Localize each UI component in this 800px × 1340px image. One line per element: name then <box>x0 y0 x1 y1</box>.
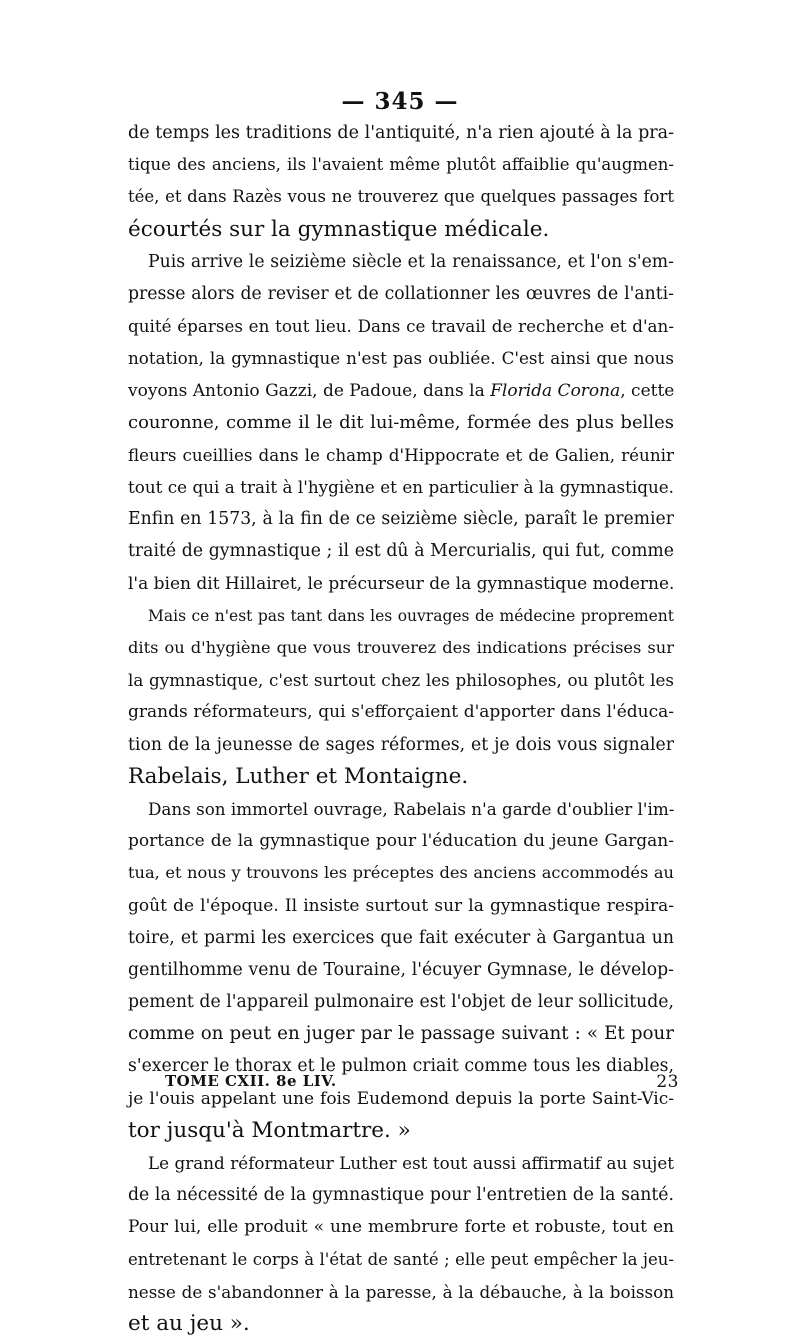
text-line: presse alors de reviser et de collationner les œuvres de l'anti- <box>128 283 674 304</box>
text-line: Enfin en 1573, à la fin de ce seizième siècle, paraît le premier <box>128 509 674 530</box>
text-line: grands réformateurs, qui s'efforçaient d'apporter dans l'éduca- <box>128 702 674 723</box>
text-line: voyons Antonio Gazzi, de Padoue, dans la Florida Corona, cette <box>128 380 675 401</box>
text-line: goût de l'époque. Il insiste surtout sur la gymnastique respira- <box>128 895 674 916</box>
text-line: tion de la jeunesse de sages réformes, et je dois vous signaler <box>128 734 674 755</box>
text-line: comme on peut en juger par le passage suivant : « Et pour <box>128 1023 674 1045</box>
text-line: je l'ouis appelant une fois Eudemond depuis la porte Saint-Vic- <box>128 1088 674 1109</box>
text-line: Puis arrive le seizième siècle et la renaissance, et l'on s'em- <box>148 251 674 272</box>
text-line: tique des anciens, ils l'avaient même plutôt affaiblie qu'augmen- <box>128 155 674 175</box>
text-line: Mais ce n'est pas tant dans les ouvrages de médecine proprement <box>148 606 674 625</box>
text-line: entretenant le corps à l'état de santé ; elle peut empêcher la jeu- <box>128 1249 674 1269</box>
text-line: dits ou d'hygiène que vous trouverez des indications précises sur <box>128 638 674 657</box>
page-number: — 345 — <box>341 88 459 115</box>
text-line: la gymnastique, c'est surtout chez les philosophes, ou plutôt les <box>128 670 674 691</box>
text-line: quité éparses en tout lieu. Dans ce travail de recherche et d'an- <box>128 316 674 337</box>
text-line: gentilhomme venu de Touraine, l'écuyer Gymnase, le dévelop- <box>128 959 674 980</box>
text-line: traité de gymnastique ; il est dû à Mercurialis, qui fut, comme <box>128 541 674 562</box>
text-line: fleurs cueillies dans le champ d'Hippocrate et de Galien, réunir <box>128 444 674 465</box>
text-line: s'exercer le thorax et le pulmon criait comme tous les diables, <box>128 1056 674 1077</box>
text-line: tout ce qui a trait à l'hygiène et en particulier à la gymnastique. <box>128 477 674 498</box>
book-title-italic: Florida Corona <box>490 380 621 401</box>
text-line: toire, et parmi les exercices que fait exécuter à Gargantua un <box>128 927 674 948</box>
text-line: et au jeu ». <box>128 1310 250 1336</box>
text-line: Pour lui, elle produit « une membrure forte et robuste, tout en <box>128 1217 674 1238</box>
text-line: tor jusqu'à Montmartre. » <box>128 1117 411 1143</box>
text-line: pement de l'appareil pulmonaire est l'objet de leur sollicitude, <box>128 992 674 1013</box>
footer-signature: TOME CXII. 8e LIV. <box>165 1072 337 1090</box>
text-line: notation, la gymnastique n'est pas oubliée. C'est ainsi que nous <box>128 348 674 369</box>
text-line: de temps les traditions de l'antiquité, n'a rien ajouté à la pra- <box>128 123 674 143</box>
text-line: Rabelais, Luther et Montaigne. <box>128 763 469 789</box>
text-line: écourtés sur la gymnastique médicale. <box>128 216 550 242</box>
text-line: Dans son immortel ouvrage, Rabelais n'a garde d'oublier l'im- <box>148 798 675 819</box>
text-line: couronne, comme il le dit lui-même, formée des plus belles <box>128 411 674 433</box>
text-line: nesse de s'abandonner à la paresse, à la débauche, à la boisson <box>128 1281 674 1302</box>
footer-signature-number: 23 <box>656 1072 679 1092</box>
body-text <box>128 117 674 1340</box>
text-line: l'a bien dit Hillairet, le précurseur de la gymnastique moderne. <box>128 573 675 594</box>
text-line: de la nécessité de la gymnastique pour l'entretien de la santé. <box>128 1185 674 1206</box>
text-line: tua, et nous y trouvons les préceptes des anciens accommodés au <box>128 863 674 883</box>
text-line: portance de la gymnastique pour l'éducation du jeune Gargan- <box>128 831 674 852</box>
text-line: Le grand réformateur Luther est tout aussi affirmatif au sujet <box>148 1153 674 1173</box>
text-line: tée, et dans Razès vous ne trouverez que quelques passages fort <box>128 187 674 207</box>
